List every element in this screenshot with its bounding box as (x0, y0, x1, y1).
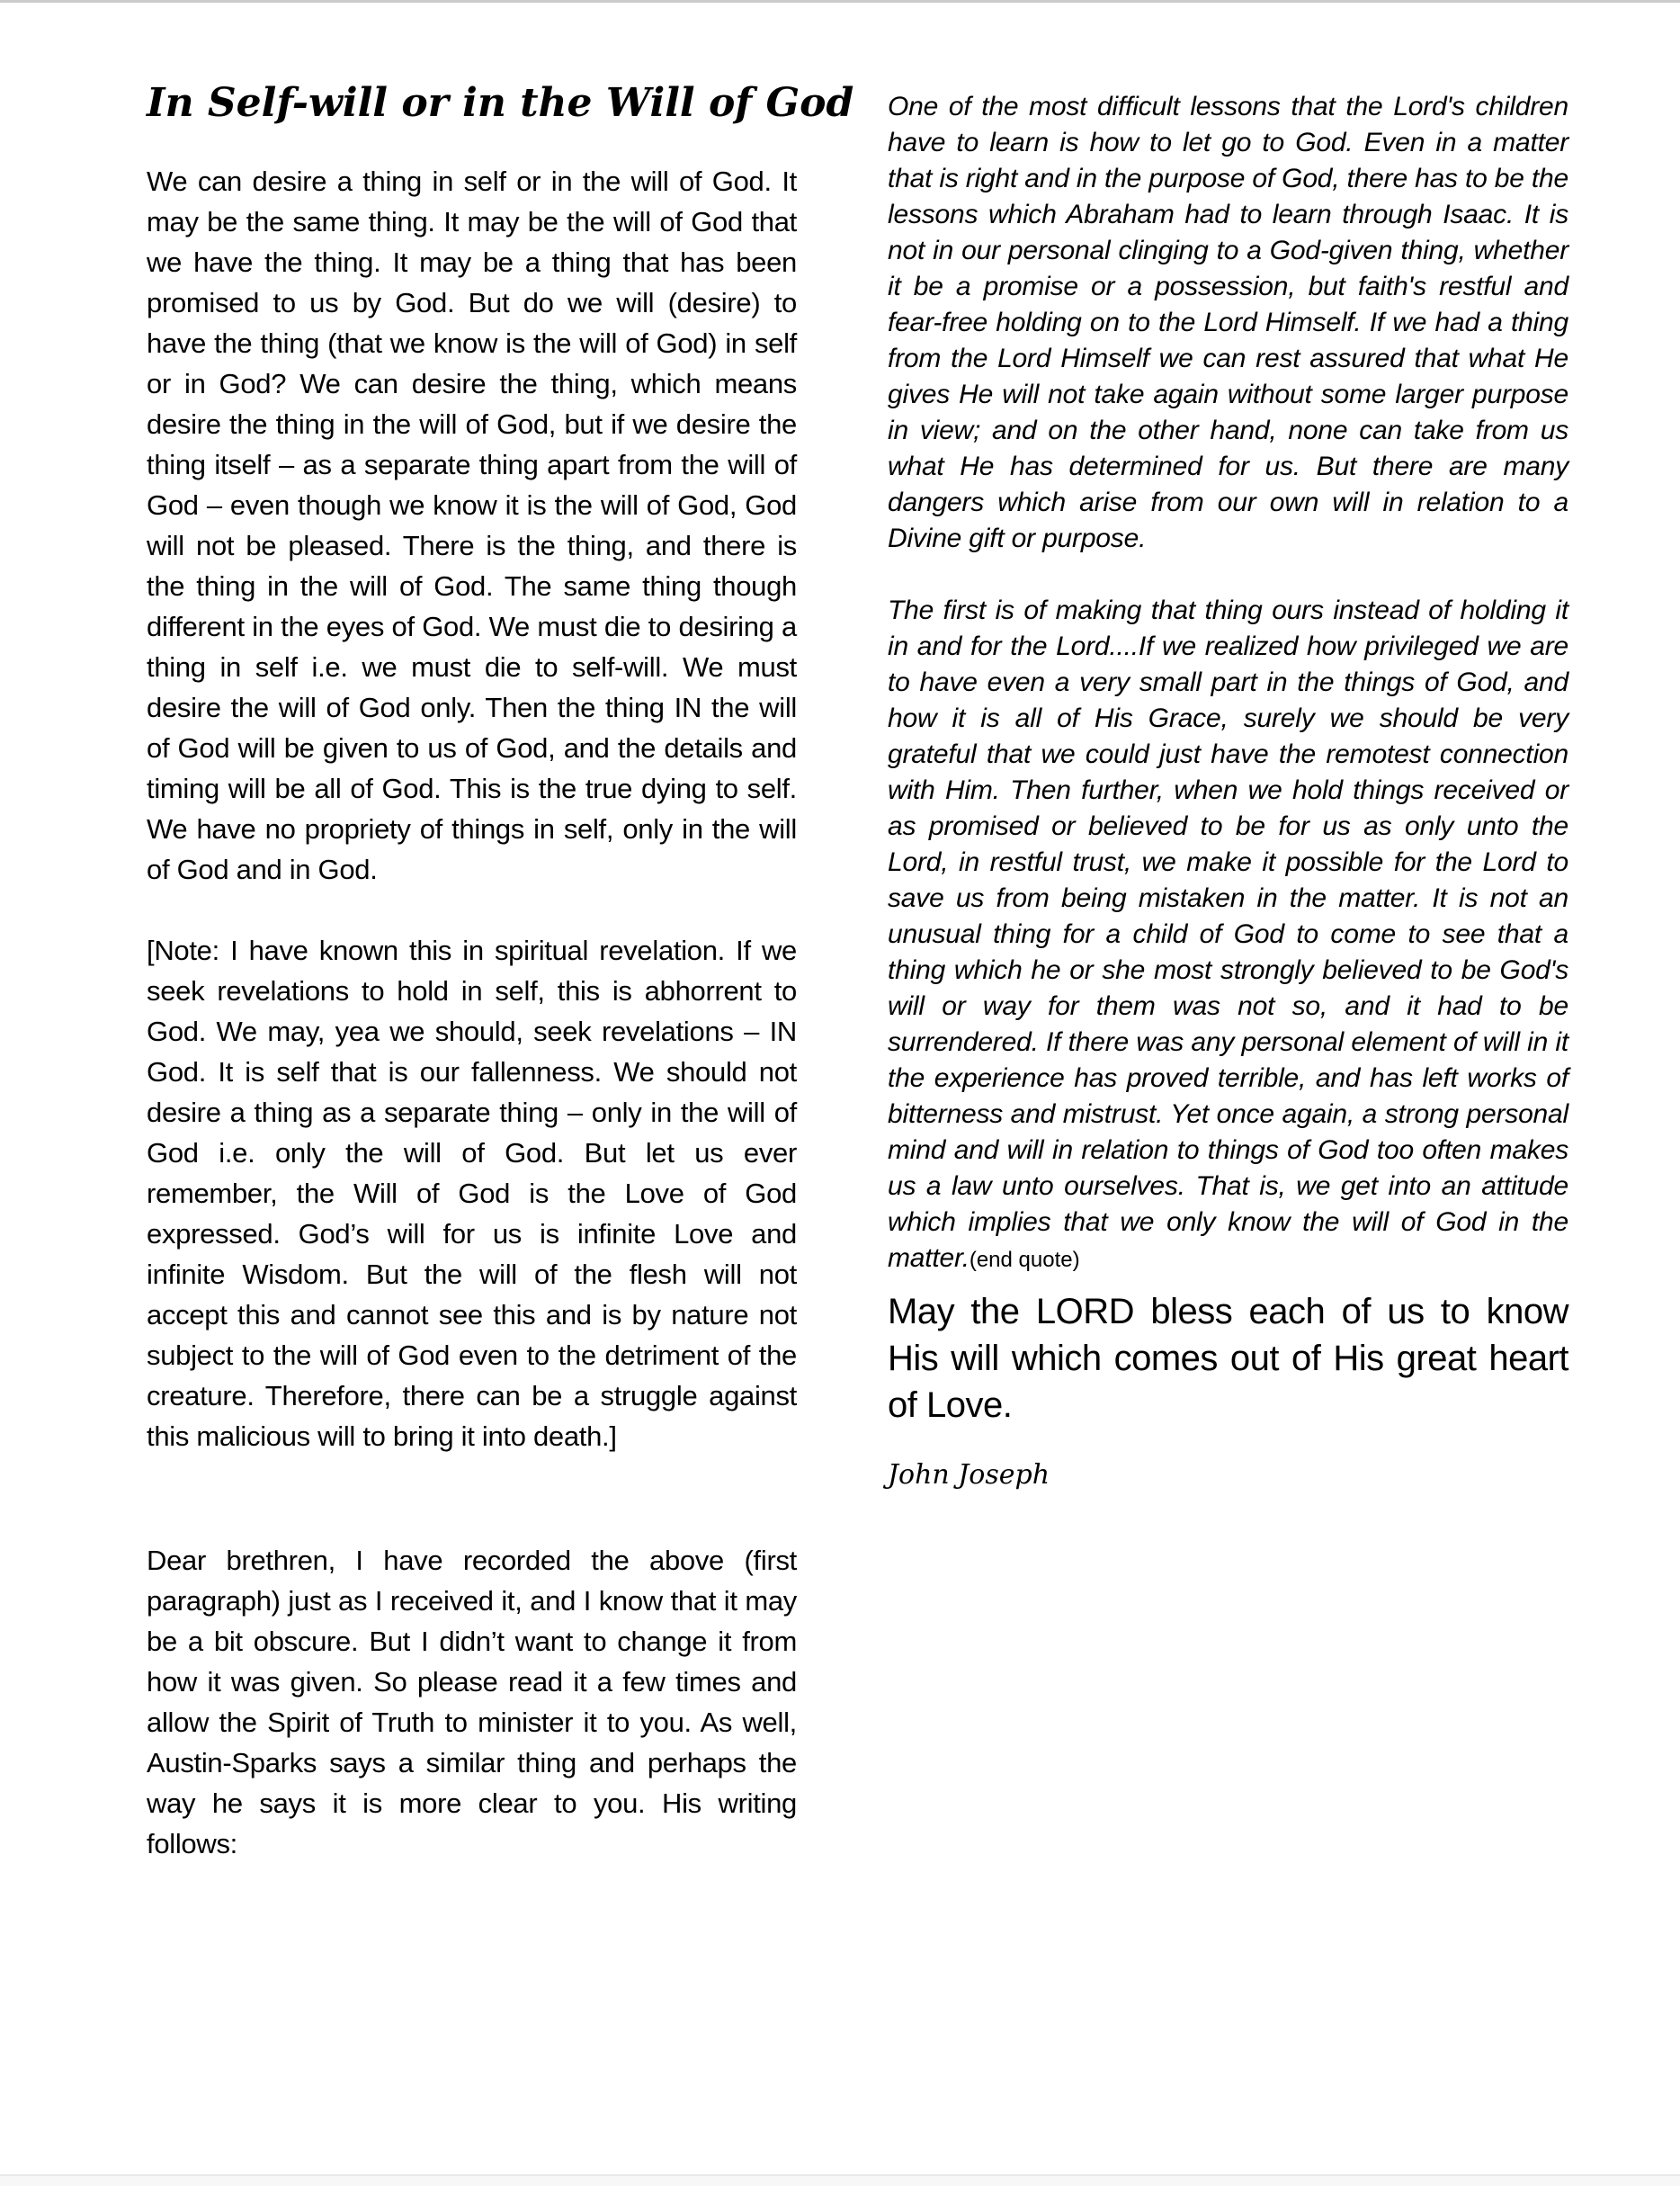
author-signature: John Joseph (888, 1459, 1050, 1491)
paragraph-desire-in-will: We can desire a thing in self or in the will of God. It may be the same thing. It may be the will of God that we have the thing. It may be a thing that has been promised to us by God. But do we will (desire) to have the thing (that we know is the will of God) in self or in God? We can desire the thing, which means desire the thing in the will of God, but if we desire the thing itself – as a separate thing apart from the will of God – even though we know it is the will of God, God will not be pleased. There is the thing, and there is the thing in the will of God. The same thing though different in the eyes of God. We must die to desiring a thing in self i.e. we must die to self-will. We must desire the will of God only. Then the thing IN the will of God will be given to us of God, and the details and timing will be all of God. This is the true dying to self. We have no propriety of things in self, only in the will of God and in God. (147, 166, 797, 885)
paragraph-note: [Note: I have known this in spiritual revelation. If we seek revelations to hold in self, this is abhorrent to God. We may, yea we should, seek revelations – IN God. It is self that is our fallenness. We should not desire a thing as a separate thing – only in the will of God i.e. only the will of God. But let us ever remember, the Will of God is the Love of God expressed. God’s will for us is infinite Love and infinite Wisdom. But the will of the flesh will not accept this and cannot see this and is by nature not subject to the will of God even to the detriment of the creature. Therefore, there can be a struggle against this malicious will to bring it into death.] (147, 935, 797, 1452)
quote-paragraph-2-text: The first is of making that thing ours instead of holding it in and for the Lord....If we realized how privileged we are to have even a very small part in the things of God, and how it is all of His Grace, surely we should be very grateful that we could just have the remotest connection with Him. Then further, when we hold things received or as promised or believed to be for us as only unto the Lord, in restful trust, we make it possible for the Lord to save us from being mistaken in the matter. It is not an unusual thing for a child of God to come to see that a thing which he or she most strongly believed to be God's will or way for them was not so, and it had to be surrendered. If there was any personal element of will in it the experience has proved terrible, and has left works of bitterness and mistrust. Yet once again, a strong personal mind and will in relation to things of God too often makes us a law unto ourselves. That is, we get into an attitude which implies that we only know the will of God in the matter. (888, 596, 1568, 1273)
right-column (888, 89, 1568, 1492)
page-top-edge (0, 0, 1680, 3)
quote-paragraph-2 (888, 593, 1568, 1278)
end-quote-marker: (end quote) (969, 1248, 1080, 1272)
paragraph-dear-brethren: Dear brethren, I have recorded the above (first paragraph) just as I received it, and I know that it may be a bit obscure. But I didn’t want to change it from how it was given. So please read it a few times and allow the Spirit of Truth to minister it to you. As well, Austin-Sparks says a similar thing and perhaps the way he says it is more clear to you. His writing follows: (147, 1545, 797, 1859)
quote-paragraph-1: One of the most difficult lessons that the Lord's children have to learn is how to let go to God. Even in a matter that is right and in the purpose of God, there has to be the lessons which Abraham had to learn through Isaac. It is not in our personal clinging to a God-given thing, whether it be a promise or a possession, but faith's restful and fear-free holding on to the Lord Himself. If we had a thing from the Lord Himself we can rest assured that what He gives He will not take again without some larger purpose in view; and on the other hand, none can take from us what He has determined for us. But there are many dangers which arise from our own will in relation to a Divine gift or purpose. (888, 92, 1568, 553)
document-title: In Self-will or in the Will of God (147, 80, 854, 126)
left-column (147, 79, 854, 1864)
closing-blessing: May the LORD bless each of us to know His will which comes out of His great heart of Love. (888, 1292, 1568, 1425)
viewer-bottom-bar (0, 2174, 1680, 2186)
